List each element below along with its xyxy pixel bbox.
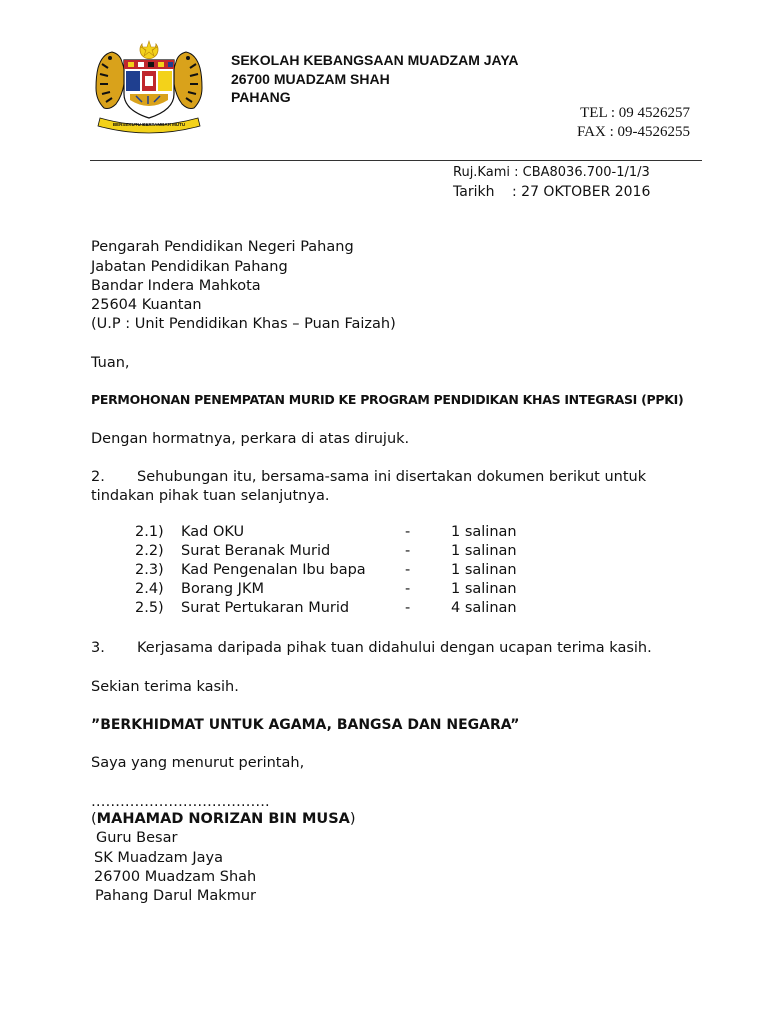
recipient-line: Bandar Indera Mahkota — [91, 278, 261, 294]
document-name: Kad OKU — [181, 524, 245, 540]
document-name: Surat Pertukaran Murid — [181, 600, 350, 616]
recipient-line: (U.P : Unit Pendidikan Khas – Puan Faizah) — [91, 316, 396, 332]
document-name: Kad Pengenalan Ibu bapa — [181, 562, 366, 578]
document-row — [135, 543, 517, 562]
fax-number: FAX : 09-4526255 — [576, 124, 690, 140]
documents-table — [135, 524, 517, 619]
document-number: 2.2) — [135, 543, 164, 559]
opening-paragraph: Dengan hormatnya, perkara di atas dirujuk. — [91, 431, 410, 447]
recipient-line: 25604 Kuantan — [91, 297, 202, 313]
document-name: Borang JKM — [181, 581, 264, 597]
signer-school: SK Muadzam Jaya — [94, 850, 223, 866]
date-value: : 27 OKTOBER 2016 — [512, 184, 651, 200]
motto-line: ”BERKHIDMAT UNTUK AGAMA, BANGSA DAN NEGARA” — [91, 717, 520, 733]
letter-subject: PERMOHONAN PENEMPATAN MURID KE PROGRAM PENDIDIKAN KHAS INTEGRASI (PPKI) — [91, 392, 684, 407]
document-row — [135, 562, 517, 581]
document-row — [135, 581, 517, 600]
header-divider — [90, 160, 702, 161]
document-number: 2.1) — [135, 524, 164, 540]
document-number: 2.5) — [135, 600, 164, 616]
closing-line: Sekian terima kasih. — [91, 679, 239, 695]
school-postcode-city: 26700 MUADZAM SHAH — [231, 71, 390, 87]
reference-number: Ruj.Kami : CBA8036.700-1/1/3 — [453, 165, 650, 180]
close-paren: ) — [349, 811, 356, 827]
school-name: SEKOLAH KEBANGSAAN MUADZAM JAYA — [231, 52, 519, 68]
school-state: PAHANG — [231, 89, 291, 105]
paragraph-2-line-2: tindakan pihak tuan selanjutnya. — [91, 488, 330, 504]
crest-motto: BERSEKUTU BERTAMBAH MUTU — [112, 122, 186, 127]
document-quantity: 1 salinan — [451, 581, 517, 597]
signature-line: ………………………………. — [91, 794, 270, 810]
signer-name: MAHAMAD NORIZAN BIN MUSA — [96, 811, 350, 827]
coat-of-arms-logo — [90, 38, 208, 134]
recipient-line: Pengarah Pendidikan Negeri Pahang — [91, 239, 354, 255]
open-paren: ( — [91, 811, 97, 827]
document-dash: - — [405, 562, 411, 578]
document-number: 2.4) — [135, 581, 164, 597]
document-row — [135, 600, 517, 619]
tel-number: TEL : 09 4526257 — [580, 105, 690, 121]
document-name: Surat Beranak Murid — [181, 543, 331, 559]
document-quantity: 1 salinan — [451, 562, 517, 578]
document-dash: - — [405, 524, 411, 540]
date-label: Tarikh — [453, 184, 495, 200]
paragraph-number: 3. — [91, 640, 105, 656]
salutation: Tuan, — [91, 355, 130, 371]
yours-faithfully: Saya yang menurut perintah, — [91, 755, 305, 771]
signer-state: Pahang Darul Makmur — [95, 888, 256, 904]
document-row — [135, 524, 517, 543]
paragraph-2-line-1: Sehubungan itu, bersama-sama ini disertakan dokumen berikut untuk — [137, 469, 647, 485]
signer-name-line — [91, 810, 356, 829]
document-quantity: 1 salinan — [451, 543, 517, 559]
document-dash: - — [405, 543, 411, 559]
document-quantity: 1 salinan — [451, 524, 517, 540]
signer-title: Guru Besar — [96, 830, 178, 846]
document-quantity: 4 salinan — [451, 600, 517, 616]
signer-city: 26700 Muadzam Shah — [94, 869, 257, 885]
paragraph-number: 2. — [91, 469, 105, 485]
document-dash: - — [405, 581, 411, 597]
paragraph-3-text: Kerjasama daripada pihak tuan didahului dengan ucapan terima kasih. — [137, 640, 652, 656]
document-number: 2.3) — [135, 562, 164, 578]
document-dash: - — [405, 600, 411, 616]
recipient-line: Jabatan Pendidikan Pahang — [91, 259, 288, 275]
